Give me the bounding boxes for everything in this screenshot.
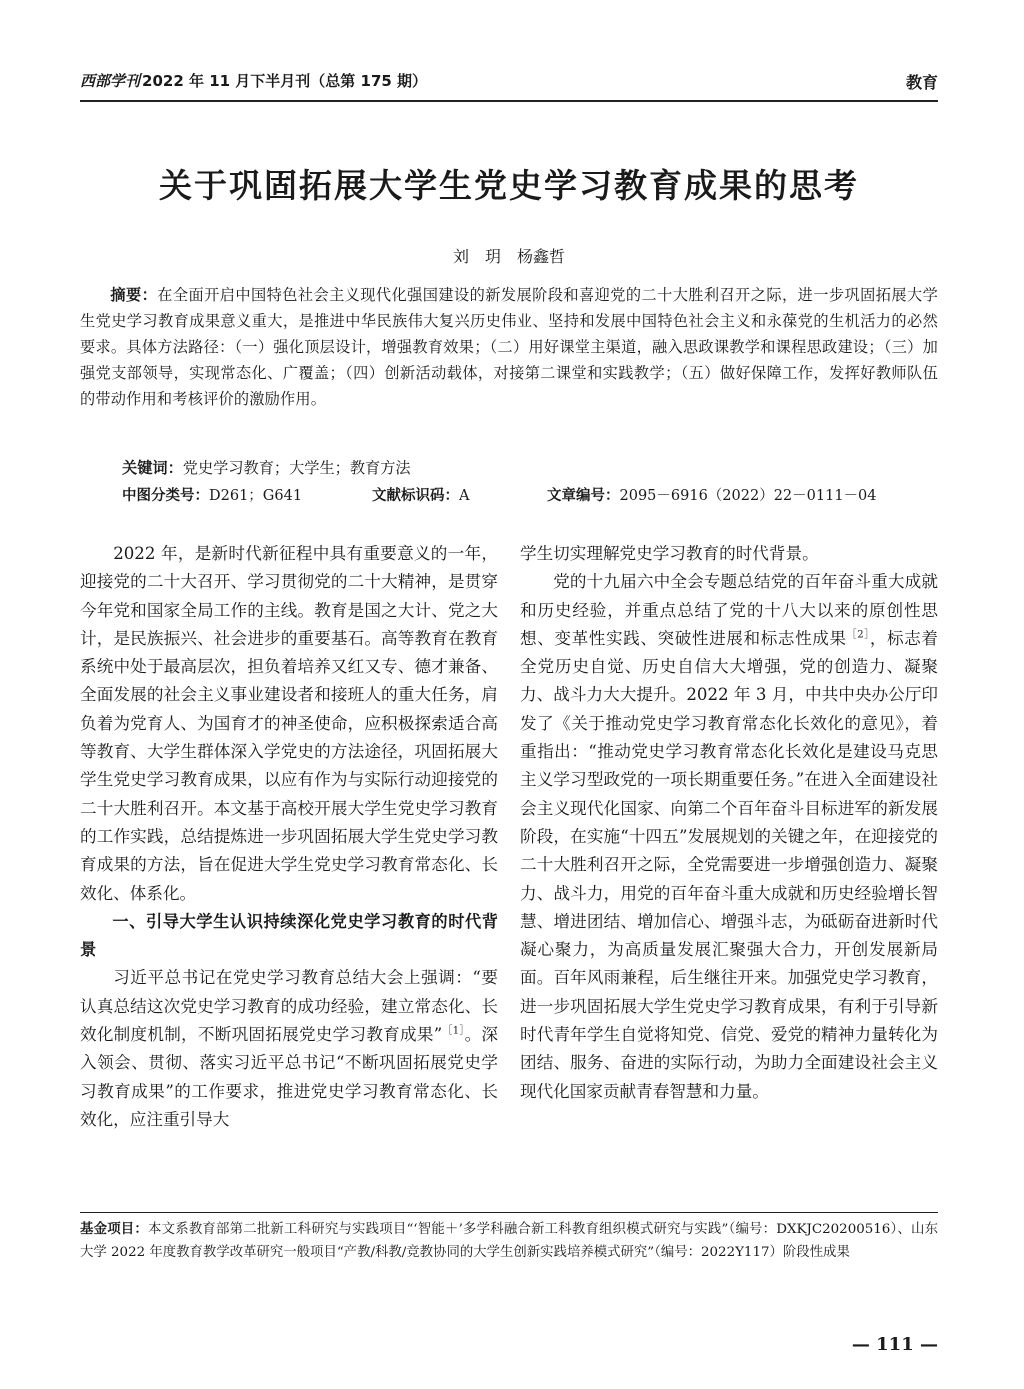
classification-line (122, 484, 942, 508)
running-header (80, 70, 938, 102)
page-number: — 111 — (851, 1334, 938, 1355)
journal-issue (80, 70, 427, 91)
section1-paragraph: 习近平总书记在党史学习教育总结大会上强调：“要认真总结这次党史学习教育的成功经验，建立常态化、长效化制度机制，不断巩固拓展党史学习教育成果”$^{[1]}$。深入领会、贯彻、落实习近平总书记“不断巩固拓展党史学习教育成果”的工作要求，推进党史学习教育常态化、长效化，应注重引导大 (80, 968, 499, 1129)
abstract-label: 摘要： (110, 286, 158, 304)
body-column-right (520, 540, 938, 1106)
journal-logo: 西部学刊 (80, 72, 141, 90)
keywords-label: 关键词： (122, 459, 183, 477)
issue-info: 2022 年 11 月下半月刊（总第 175 期） (142, 72, 428, 90)
author-names: 刘 玥 杨鑫哲 (452, 247, 565, 266)
article-title: 关于巩固拓展大学生党史学习教育成果的思考 (159, 166, 859, 205)
keywords-text: 党史学习教育；大学生；教育方法 (182, 459, 411, 477)
section-heading-1: 一、引导大学生认识持续深化党史学习教育的时代背景 (80, 911, 498, 960)
funding-text: 本文系教育部第二批新工科研究与实践项目“‘智能＋’多学科融合新工科教育组织模式研究与实践”（编号：DXKJC20200516）、山东大学 2022 年度教育教学改革研究一般项目“产教/科教/竞教协同的大学生创新实践培养模式研究”（编号：2022Y117）阶段性成果 (80, 1222, 939, 1260)
article-number: 文章编号：2095－6916（2022）22－0111－04 (547, 488, 877, 504)
section-name: 教育 (905, 73, 938, 92)
abstract-text: 在全面开启中国特色社会主义现代化强国建设的新发展阶段和喜迎党的二十大胜利召开之际，进一步巩固拓展大学生党史学习教育成果意义重大，是推进中华民族伟大复兴历史伟业、坚持和发展中国特色社会主义和永葆党的生机活力的必然要求。具体方法路径：（一）强化顶层设计，增强教育效果；（二）用好课堂主渠道，融入思政课教学和课程思政建设；（三）加强党支部领导，实现常态化、广覆盖；（四）创新活动载体，对接第二课堂和实践教学；（五）做好保障工作，发挥好教师队伍的带动作用和考核评价的激励作用。 (80, 286, 938, 408)
background-paragraph: 党的十九届六中全会专题总结党的百年奋斗重大成就和历史经验，并重点总结了党的十八大以来的原创性思想、变革性实践、突破性进展和标志性成果$^{[2]}$，标志着全党历史自觉、历史自信大大增强，党的创造力、凝聚力、战斗力大大提升。2022 年 3 月，中共中央办公厅印发了《关于推动党史学习教育常态化长效化的意见》，着重指出：“推动党史学习教育常态化长效化是建设马克思主义学习型政党的一项长期重要任务。”在进入全面建设社会主义现代化国家、向第二个百年奋斗目标进军的新发展阶段，在实施“十四五”发展规划的关键之年，在迎接党的二十大胜利召开之际，全党需要进一步增强创造力、凝聚力、战斗力，用党的百年奋斗重大成就和历史经验增长智慧、增进团结、增加信心、增强斗志，为砥砺奋进新时代凝心聚力，为高质量发展汇聚强大合力，开创发展新局面。百年风雨兼程，后生继往开来。加强党史学习教育，进一步巩固拓展大学生党史学习教育成果，有利于引导新时代青年学生自觉将知党、信党、爱党的精神力量转化为团结、服务、奋进的实际行动，为助力全面建设社会主义现代化国家贡献青春智慧和力量。 (520, 572, 938, 1101)
keywords (122, 456, 942, 480)
abstract (80, 282, 938, 412)
continued-paragraph: 学生切实理解党史学习教育的时代背景。 (520, 544, 819, 563)
citation-ref-1: ［1］ (442, 1025, 465, 1037)
intro-paragraph: 2022 年，是新时代新征程中具有重要意义的一年，迎接党的二十大召开、学习贯彻党的二十大精神，是贯穿今年党和国家全局工作的主线。教育是国之大计、党之大计，是民族振兴、社会进步的重要基石。高等教育在教育系统中处于最高层次，担负着培养又红又专、德才兼备、全面发展的社会主义事业建设者和接班人的重大任务，肩负着为党育人、为国育才的神圣使命，应积极探索适合高等教育、大学生群体深入学党史的方法途径，巩固拓展大学生党史学习教育成果，以应有作为与实际行动迎接党的二十大胜利召开。本文基于高校开展大学生党史学习教育的工作实践，总结提炼进一步巩固拓展大学生党史学习教育成果的方法，旨在促进大学生党史学习教育常态化、长效化、体系化。 (80, 544, 498, 903)
funding-footnote (80, 1212, 938, 1264)
citation-ref-2: ［2］ (846, 629, 870, 641)
funding-label: 基金项目： (80, 1222, 149, 1237)
doc-code: 文献标识码：A (372, 488, 470, 504)
clc-number: 中图分类号：D261；G641 (122, 488, 303, 504)
body-column-left (80, 540, 498, 1134)
